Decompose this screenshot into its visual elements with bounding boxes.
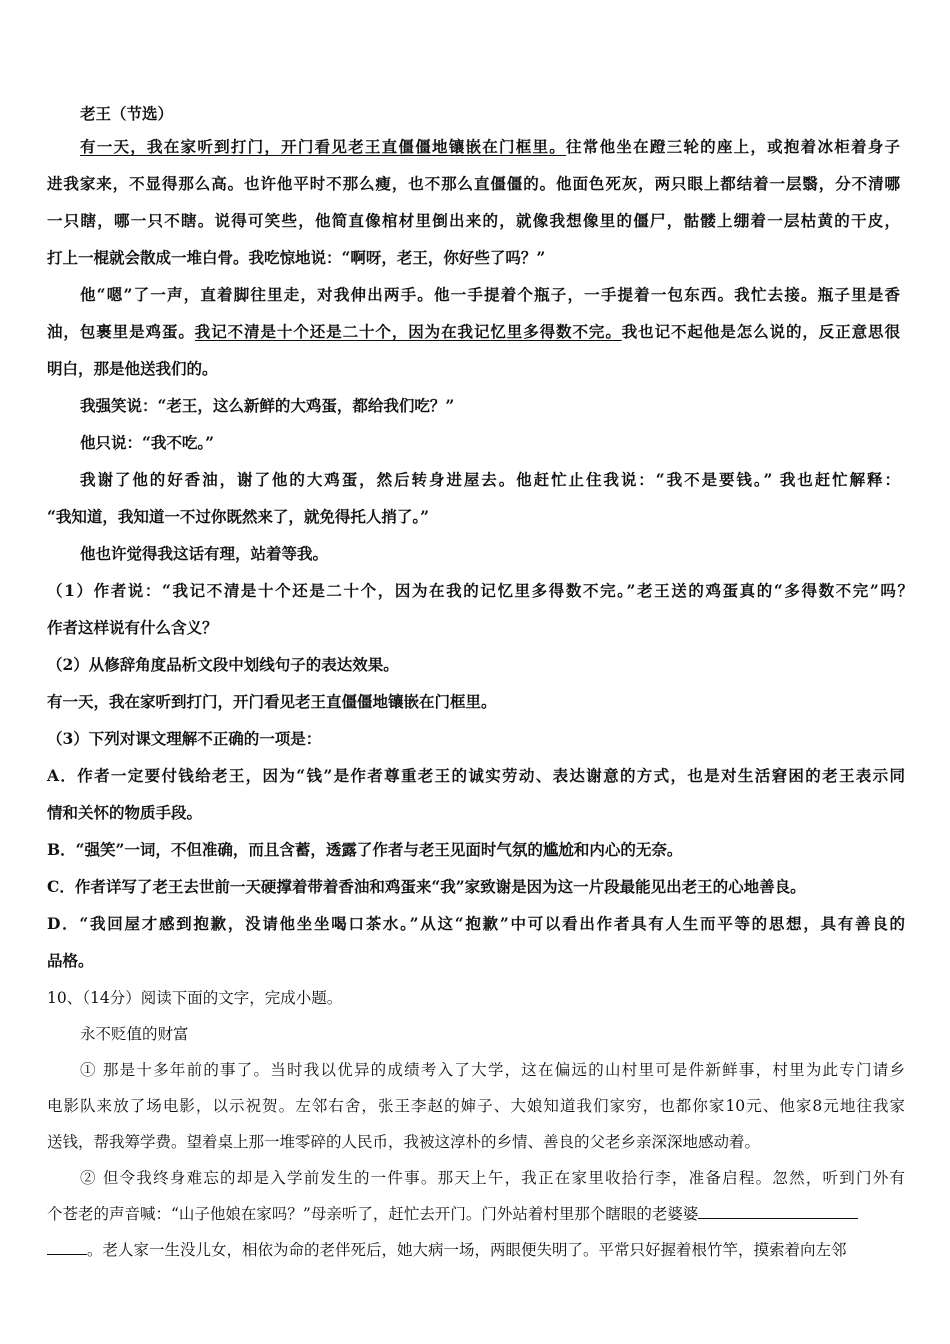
underlined-sentence-1: 有一天，我在家听到打门，开门看见老王直僵僵地镶嵌在门框里。 bbox=[80, 137, 567, 156]
question-3: （3）下列对课文理解不正确的一项是： bbox=[47, 729, 322, 748]
question-10-header: 10、（14分）阅读下面的文字，完成小题。 bbox=[47, 989, 343, 1007]
passage-p5-line2: “我知道，我知道一不过你既然来了，就免得托人捎了。” bbox=[47, 507, 430, 526]
passage-p1-line4: 打上一棍就会散成一堆白骨。我吃惊地说：“啊呀，老王，你好些了吗？” bbox=[47, 248, 546, 267]
reading-p2-line1: ② 但令我终身难忘的却是入学前发生的一件事。那天上午，我正在家里收拾行李，准备启程。忽然，听到门外有 bbox=[80, 1169, 905, 1187]
question-2: （2）从修辞角度品析文段中划线句子的表达效果。 bbox=[47, 655, 399, 674]
passage-p4: 他只说：“我不吃。” bbox=[80, 433, 215, 452]
underlined-sentence-2: 我记不清是十个还是二十个，因为在我记忆里多得数不完。 bbox=[194, 322, 622, 341]
passage-p1-line3: 一只瞎，哪一只不瞎。说得可笑些，他简直像棺材里倒出来的，就像我想像里的僵尸，骷髅上绷着一层枯黄的干皮， bbox=[47, 211, 900, 230]
passage-p1-line1: 有一天，我在家听到打门，开门看见老王直僵僵地镶嵌在门框里。往常他坐在蹬三轮的座上，或抱着冰柜着身子 bbox=[80, 137, 900, 156]
reading-title: 永不贬值的财富 bbox=[80, 1025, 189, 1043]
option-b: B．“强笑”一词，不但准确，而且含蓄，透露了作者与老王见面时气氛的尴尬和内心的无奈。 bbox=[47, 840, 683, 859]
option-c: C．作者详写了老王去世前一天硬撑着带着香油和鸡蛋来“我”家致谢是因为这一片段最能见出老王的心地善良。 bbox=[47, 877, 806, 896]
passage-p1-line2: 进我家来，不显得那么高。也许他平时不那么瘦，也不那么直僵僵的。他面色死灰，两只眼上都结着一层翳，分不清哪 bbox=[47, 174, 900, 193]
reading-p1-line3: 送钱，帮我筹学费。望着桌上那一堆零碎的人民币，我被这淳朴的乡情、善良的父老乡亲深深地感动着。 bbox=[47, 1133, 761, 1151]
passage-p6: 他也许觉得我这话有理，站着等我。 bbox=[80, 544, 329, 563]
fill-in-blank-continued bbox=[47, 1240, 87, 1255]
question-1-line1: （1）作者说：“我记不清是十个还是二十个，因为在我的记忆里多得数不完。”老王送的鸡蛋真的“多得数不完”吗？ bbox=[47, 581, 913, 600]
reading-p2-line3: 。老人家一生没儿女，相依为命的老伴死后，她大病一场，两眼便失明了。平常只好握着根竹竿，摸索着向左邻 bbox=[47, 1240, 847, 1260]
option-d-line1: D．“我回屋才感到抱歉，没请他坐坐喝口茶水。”从这“抱歉”中可以看出作者具有人生而平等的思想，具有善良的 bbox=[47, 914, 905, 933]
question-2-quote: 有一天，我在家听到打门，开门看见老王直僵僵地镶嵌在门框里。 bbox=[47, 692, 497, 711]
passage-p2-line2: 油，包裹里是鸡蛋。我记不清是十个还是二十个，因为在我记忆里多得数不完。我也记不起他是怎么说的，反正意思很 bbox=[47, 322, 900, 341]
reading-p1-line2: 电影队来放了场电影，以示祝贺。左邻右舍，张王李赵的婶子、大娘知道我们家穷，也都你家10元、他家8元地往我家 bbox=[47, 1097, 905, 1115]
passage-p2-line3: 明白，那是他送我们的。 bbox=[47, 359, 218, 378]
passage-p2-line1: 他“嗯”了一声，直着脚往里走，对我伸出两手。他一手提着个瓶子，一手提着一包东西。我忙去接。瓶子里是香 bbox=[80, 285, 900, 304]
option-a-line2: 情和关怀的物质手段。 bbox=[47, 803, 203, 822]
option-a-line1: A．作者一定要付钱给老王，因为“钱”是作者尊重老王的诚实劳动、表达谢意的方式，也是对生活窘困的老王表示同 bbox=[47, 766, 905, 785]
fill-in-blank bbox=[698, 1204, 858, 1219]
passage-p5-line1: 我谢了他的好香油，谢了他的大鸡蛋，然后转身进屋去。他赶忙止住我说：“我不是要钱。” 我也赶忙解释： bbox=[80, 470, 900, 489]
question-1-line2: 作者这样说有什么含义？ bbox=[47, 618, 218, 637]
reading-p1-line1: ① 那是十多年前的事了。当时我以优异的成绩考入了大学，这在偏远的山村里可是件新鲜事，村里为此专门请乡 bbox=[80, 1061, 905, 1079]
passage-p3: 我强笑说：“老王，这么新鲜的大鸡蛋，都给我们吃？” bbox=[80, 396, 455, 415]
reading-p2-line2: 个苍老的声音喊：“山子他娘在家吗？”母亲听了，赶忙去开门。门外站着村里那个瞎眼的老婆婆 bbox=[47, 1204, 858, 1224]
passage-title: 老王（节选） bbox=[80, 104, 174, 123]
option-d-line2: 品格。 bbox=[47, 951, 94, 970]
